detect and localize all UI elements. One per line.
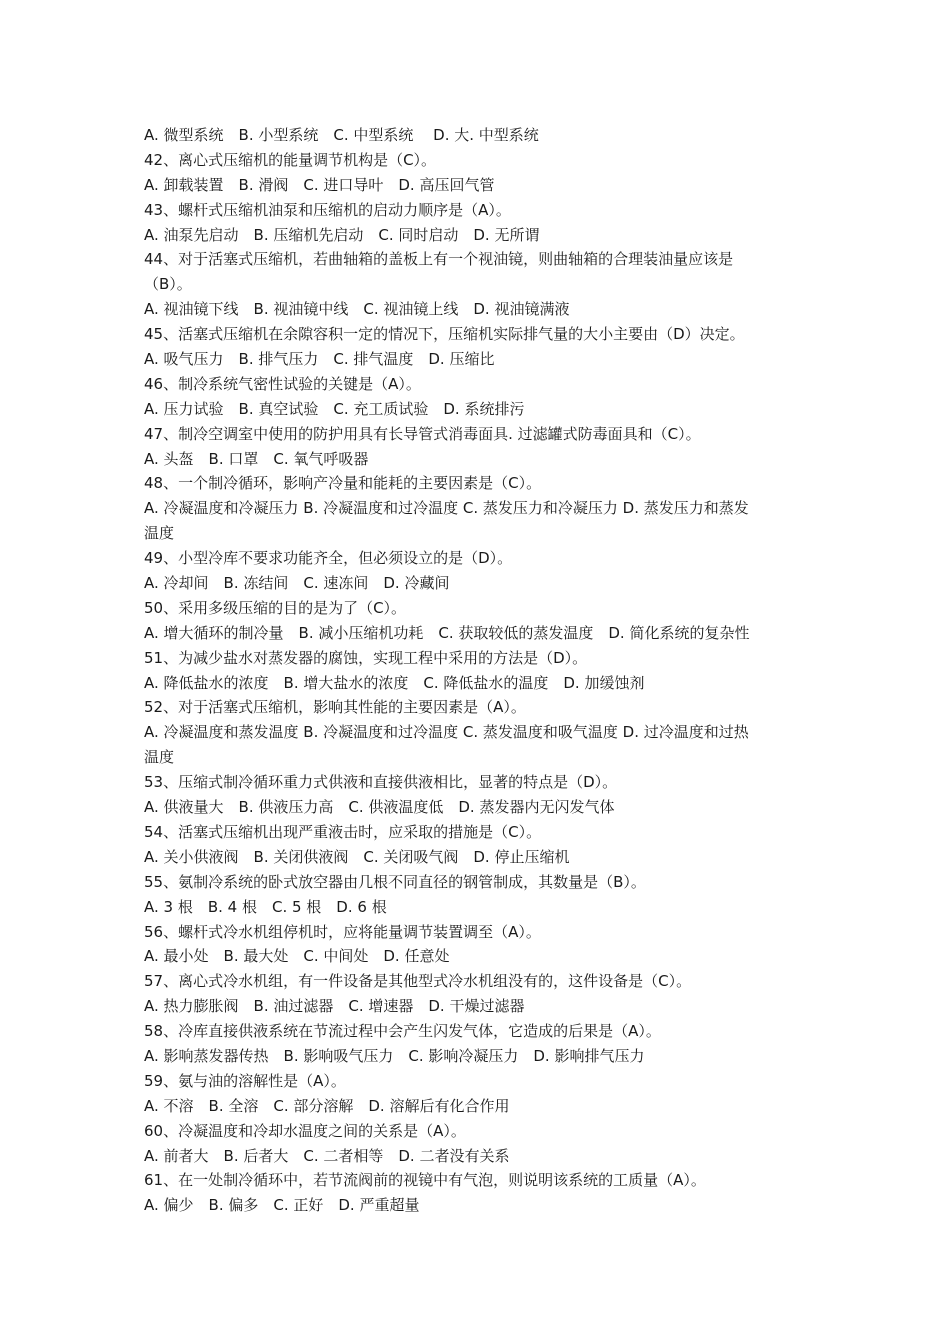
question-text-continuation: 温度 [144, 524, 175, 543]
question-text: 51、为减少盐水对蒸发器的腐蚀，实现工程中采用的方法是（D）。 [144, 648, 588, 667]
question-text: 46、制冷系统气密性试验的关键是（A）。 [144, 374, 421, 393]
answer-options: A. 3 根 B. 4 根 C. 5 根 D. 6 根 [144, 897, 387, 916]
question-text: 52、对于活塞式压缩机，影响其性能的主要因素是（A）。 [144, 698, 526, 717]
question-text-continuation: （B）。 [144, 275, 192, 294]
answer-options: A. 吸气压力 B. 排气压力 C. 排气温度 D. 压缩比 [144, 350, 495, 369]
question-text-continuation: 温度 [144, 748, 175, 767]
question-text: 53、压缩式制冷循环重力式供液和直接供液相比，显著的特点是（D）。 [144, 773, 618, 792]
question-text: 57、离心式冷水机组，有一件设备是其他型式冷水机组没有的，这件设备是（C）。 [144, 972, 692, 991]
answer-options: A. 最小处 B. 最大处 C. 中间处 D. 任意处 [144, 947, 450, 966]
answer-options: A. 油泵先启动 B. 压缩机先启动 C. 同时启动 D. 无所谓 [144, 225, 540, 244]
answer-options: A. 微型系统 B. 小型系统 C. 中型系统 D. 大. 中型系统 [144, 126, 539, 144]
question-text: 58、冷库直接供液系统在节流过程中会产生闪发气体，它造成的后果是（A）。 [144, 1022, 661, 1041]
answer-options: A. 冷凝温度和蒸发温度 B. 冷凝温度和过冷温度 C. 蒸发温度和吸气温度 D. 过冷温度和过热 [144, 723, 749, 742]
question-text: 44、对于活塞式压缩机，若曲轴箱的盖板上有一个视油镜，则曲轴箱的合理装油量应该是 [144, 250, 734, 269]
document-body [144, 123, 814, 1218]
question-text: 55、氨制冷系统的卧式放空器由几根不同直径的钢管制成，其数量是（B）。 [144, 872, 646, 891]
answer-options: A. 不溶 B. 全溶 C. 部分溶解 D. 溶解后有化合作用 [144, 1096, 510, 1115]
question-text: 42、离心式压缩机的能量调节机构是（C）。 [144, 150, 437, 169]
question-text: 56、螺杆式冷水机组停机时，应将能量调节装置调至（A）。 [144, 922, 541, 941]
answer-options: A. 头盔 B. 口罩 C. 氧气呼吸器 [144, 449, 369, 468]
answer-options: A. 冷却间 B. 冻结间 C. 速冻间 D. 冷藏间 [144, 574, 450, 593]
question-text: 61、在一处制冷循环中，若节流阀前的视镜中有气泡，则说明该系统的工质量（A）。 [144, 1171, 706, 1190]
answer-options: A. 供液量大 B. 供液压力高 C. 供液温度低 D. 蒸发器内无闪发气体 [144, 798, 615, 817]
answer-options: A. 偏少 B. 偏多 C. 正好 D. 严重超量 [144, 1196, 420, 1215]
answer-options: A. 热力膨胀阀 B. 油过滤器 C. 增速器 D. 干燥过滤器 [144, 997, 525, 1016]
question-text: 50、采用多级压缩的目的是为了（C）。 [144, 598, 407, 617]
question-text: 47、制冷空调室中使用的防护用具有长导管式消毒面具. 过滤罐式防毒面具和（C）。 [144, 424, 701, 443]
question-text: 43、螺杆式压缩机油泵和压缩机的启动力顺序是（A）。 [144, 200, 511, 219]
answer-options: A. 压力试验 B. 真空试验 C. 充工质试验 D. 系统排污 [144, 399, 525, 418]
question-text: 59、氨与油的溶解性是（A）。 [144, 1071, 346, 1090]
answer-options: A. 视油镜下线 B. 视油镜中线 C. 视油镜上线 D. 视油镜满液 [144, 300, 570, 319]
question-text: 45、活塞式压缩机在余隙容积一定的情况下，压缩机实际排气量的大小主要由（D）决定。 [144, 325, 745, 344]
answer-options: A. 降低盐水的浓度 B. 增大盐水的浓度 C. 降低盐水的温度 D. 加缓蚀剂 [144, 673, 645, 692]
answer-options: A. 影响蒸发器传热 B. 影响吸气压力 C. 影响冷凝压力 D. 影响排气压力 [144, 1046, 645, 1065]
answer-options: A. 关小供液阀 B. 关闭供液阀 C. 关闭吸气阀 D. 停止压缩机 [144, 847, 570, 866]
question-text: 54、活塞式压缩机出现严重液击时，应采取的措施是（C）。 [144, 822, 542, 841]
answer-options: A. 前者大 B. 后者大 C. 二者相等 D. 二者没有关系 [144, 1146, 510, 1165]
answer-options: A. 冷凝温度和冷凝压力 B. 冷凝温度和过冷温度 C. 蒸发压力和冷凝压力 D. 蒸发压力和蒸发 [144, 499, 749, 518]
question-text: 49、小型冷库不要求功能齐全，但必须设立的是（D）。 [144, 549, 513, 568]
answer-options: A. 增大循环的制冷量 B. 减小压缩机功耗 C. 获取较低的蒸发温度 D. 简化系统的复杂性 [144, 623, 750, 642]
question-text: 48、一个制冷循环，影响产冷量和能耗的主要因素是（C）。 [144, 474, 542, 493]
question-text: 60、冷凝温度和冷却水温度之间的关系是（A）。 [144, 1121, 466, 1140]
answer-options: A. 卸载装置 B. 滑阀 C. 进口导叶 D. 高压回气管 [144, 175, 495, 194]
